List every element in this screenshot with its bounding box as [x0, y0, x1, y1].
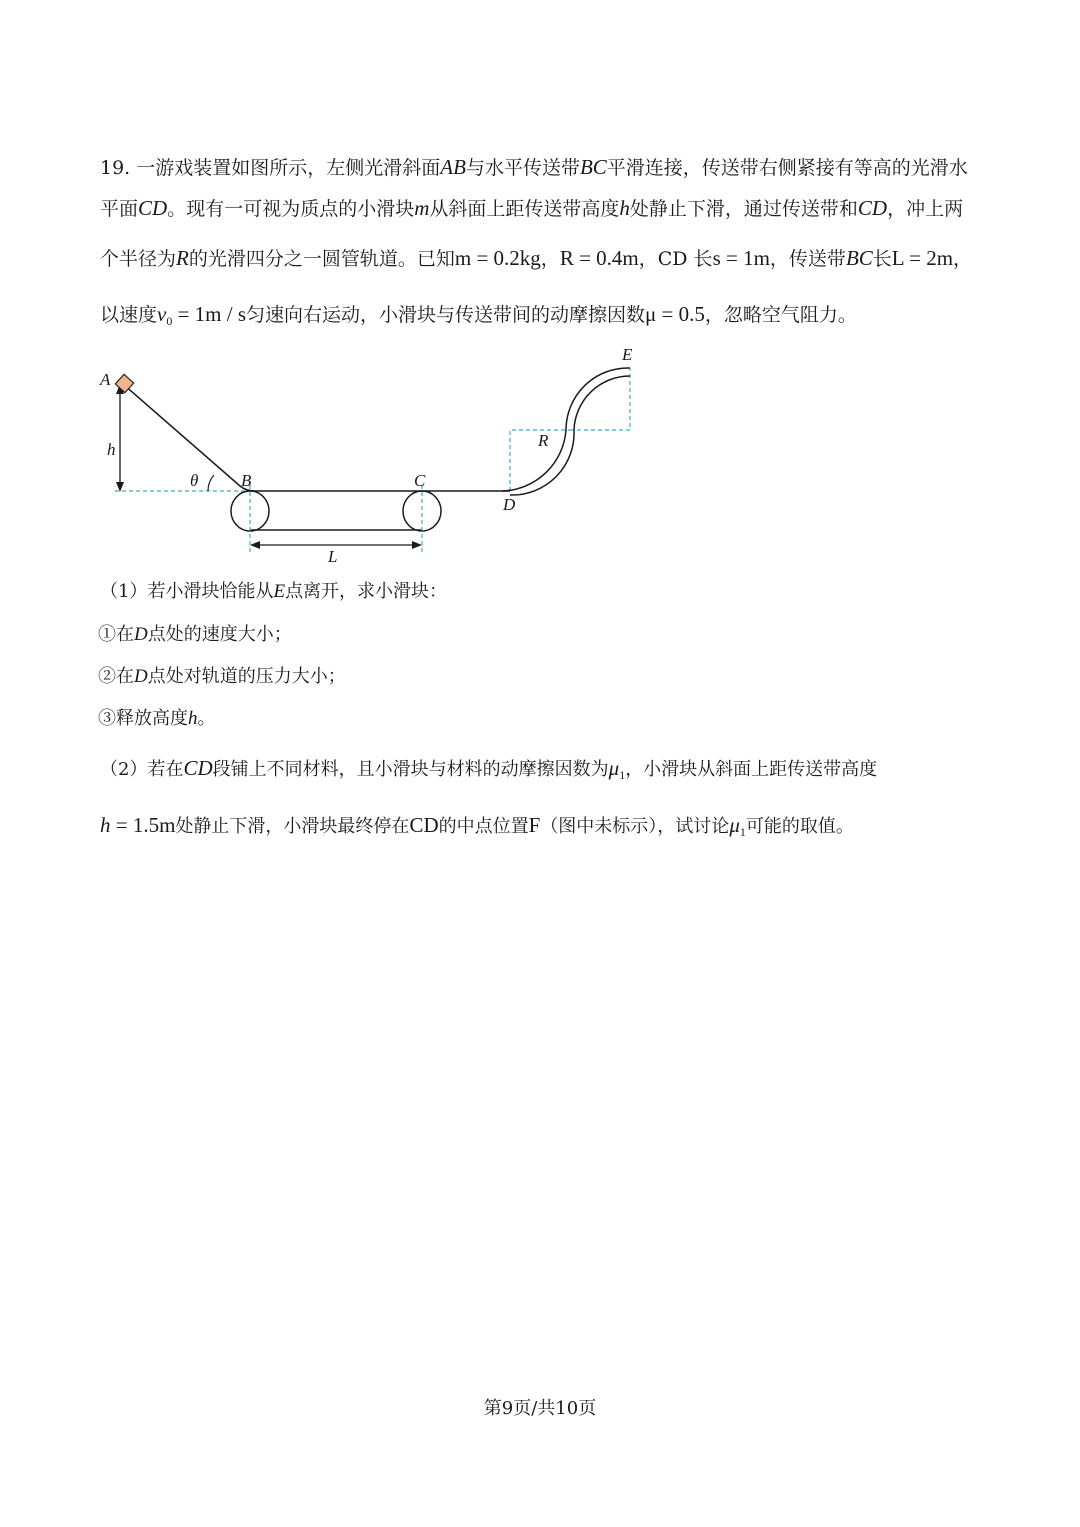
math: v: [157, 302, 167, 326]
problem-line-1: [100, 157, 968, 178]
label-a: A: [100, 370, 111, 389]
text: 个半径为: [100, 248, 177, 270]
text: 匀速向右运动，小滑块与传送带间的动摩擦因数: [246, 304, 646, 326]
label-h: h: [107, 440, 116, 459]
theta-arc: [208, 475, 214, 491]
text: 段铺上不同材料，且小滑块与材料的动摩擦因数为: [212, 759, 609, 780]
text: 。现有一可视为质点的小滑块: [167, 198, 415, 220]
problem-line-3: [100, 248, 972, 269]
text: ，CD 长: [638, 248, 713, 270]
text: 长: [872, 248, 892, 270]
problem-line-4: [100, 304, 857, 327]
math: L = 2m: [891, 246, 954, 270]
part2-line-2: [100, 815, 854, 838]
label-e: E: [622, 345, 633, 364]
text: ，冲上两: [887, 198, 964, 220]
text: 点处对轨道的压力大小；: [147, 666, 346, 687]
text: 以速度: [100, 304, 158, 326]
math: R = 0.4m: [559, 246, 639, 270]
part1-question-2: [98, 667, 346, 686]
text: 的光滑四分之一圆管轨道。已知: [188, 248, 455, 270]
part1-question-3: [98, 709, 216, 728]
math: h: [188, 708, 198, 729]
text: 平面: [100, 198, 139, 220]
length-arrow-head-right: [412, 541, 422, 549]
math: = 1m / s: [172, 302, 247, 326]
label-r: R: [538, 431, 549, 450]
text: ，传送带: [769, 248, 846, 270]
physics-diagram: [90, 340, 650, 570]
math: CD: [183, 756, 213, 780]
math: CD: [409, 813, 439, 837]
math: R: [176, 246, 189, 270]
text: 一游戏装置如图所示，左侧光滑斜面: [136, 157, 441, 179]
text: 可能的取值。: [745, 816, 854, 837]
text: ①在: [98, 624, 134, 645]
math: D: [134, 624, 148, 645]
math: μ: [729, 813, 740, 837]
label-b: B: [241, 471, 252, 490]
text: ，: [953, 248, 973, 270]
math: AB: [440, 155, 466, 179]
tube-track-inner: [510, 376, 630, 495]
math: = 1.5m: [110, 813, 176, 837]
text: 平滑连接，传送带右侧紧接有等高的光滑水: [606, 157, 968, 179]
text: 点处的速度大小；: [147, 624, 292, 645]
text: 处静止下滑，通过传送带和: [629, 198, 858, 220]
math: CD: [857, 196, 888, 220]
label-d: D: [503, 495, 516, 514]
pulley-left: [231, 491, 269, 531]
text: （1）若小滑块恰能从: [100, 581, 274, 602]
math: s = 1m: [712, 246, 770, 270]
text: ，小滑块从斜面上距传送带高度: [625, 759, 878, 780]
math: μ = 0.5: [645, 302, 705, 326]
math: h: [619, 196, 630, 220]
problem-line-2: [100, 198, 963, 219]
math: D: [134, 666, 148, 687]
text: （2）若在: [100, 759, 184, 780]
part1-question-1: [98, 625, 292, 644]
math-subscript: 0: [166, 314, 173, 328]
text: ，忽略空气阻力。: [704, 304, 857, 326]
text: ，: [540, 248, 560, 270]
math: E: [273, 581, 286, 602]
text: 。: [197, 708, 216, 729]
text: 与水平传送带: [465, 157, 580, 179]
incline-ab: [123, 384, 255, 491]
math: μ: [608, 756, 620, 780]
label-theta: θ: [190, 471, 199, 490]
label-c: C: [414, 471, 426, 490]
text: ②在: [98, 666, 134, 687]
text: 点离开，求小滑块：: [285, 581, 448, 602]
length-arrow-head-left: [250, 541, 260, 549]
math: m: [414, 196, 430, 220]
math: CD: [138, 196, 168, 220]
math: h: [100, 813, 111, 837]
text: 从斜面上距传送带高度: [429, 198, 620, 220]
math-subscript: 1: [619, 768, 626, 782]
math: m = 0.2kg: [454, 246, 541, 270]
math: F: [528, 813, 541, 837]
pulley-right: [403, 491, 441, 531]
problem-number: 19.: [100, 157, 131, 179]
text: ③释放高度: [98, 708, 188, 729]
math-subscript: 1: [739, 825, 746, 839]
text: （图中未标示），试讨论: [540, 816, 730, 837]
part1-intro: [100, 582, 447, 601]
part2-line-1: [100, 758, 877, 781]
math: BC: [579, 155, 607, 179]
page-footer: 第9页/共10页: [483, 1398, 597, 1419]
text: 的中点位置: [438, 816, 529, 837]
label-l: L: [328, 547, 338, 566]
text: 处静止下滑，小滑块最终停在: [175, 816, 410, 837]
math: BC: [845, 246, 873, 270]
